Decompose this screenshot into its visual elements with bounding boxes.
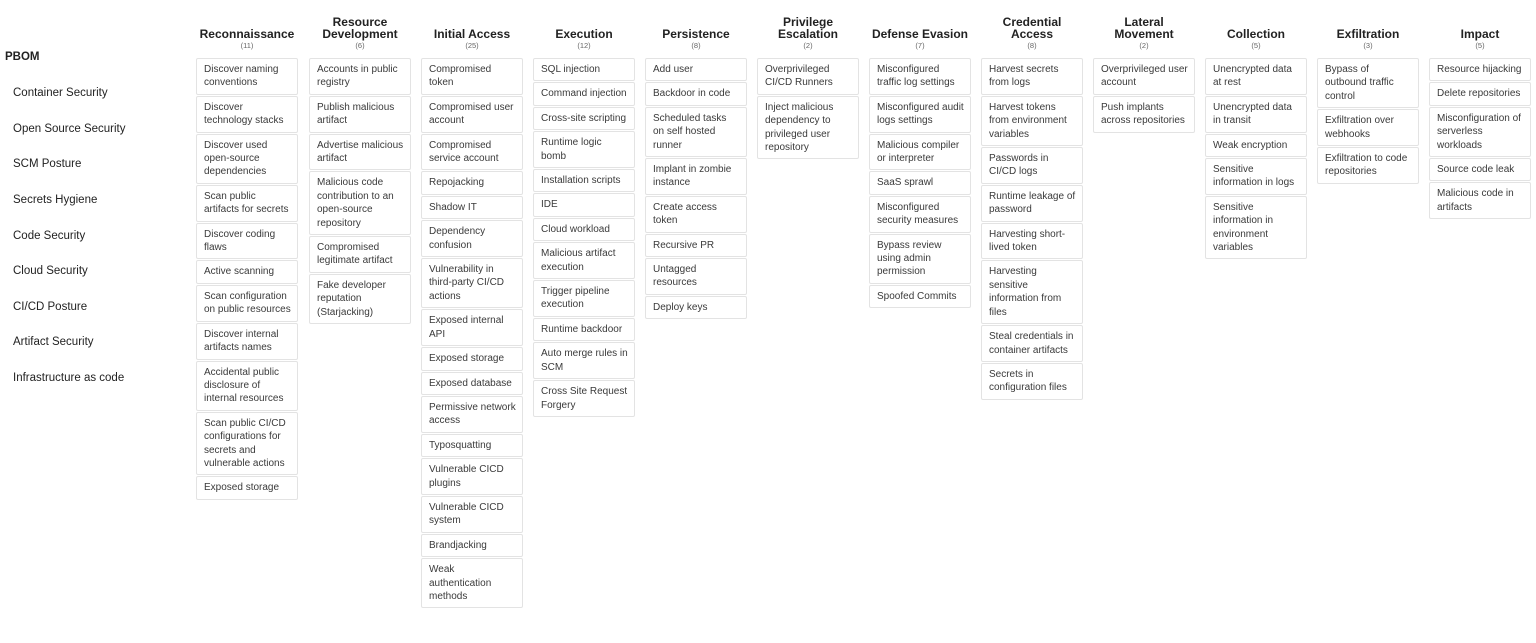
technique-cell[interactable]: Advertise malicious artifact: [309, 134, 411, 171]
tactic-count: (6): [355, 41, 365, 50]
technique-cell[interactable]: Overprivileged user account: [1093, 58, 1195, 95]
technique-cell[interactable]: Misconfiguration of serverless workloads: [1429, 107, 1531, 157]
technique-list: [869, 58, 971, 309]
technique-cell[interactable]: Installation scripts: [533, 169, 635, 192]
technique-cell[interactable]: Shadow IT: [421, 196, 523, 219]
technique-cell[interactable]: Weak authentication methods: [421, 558, 523, 608]
sidebar-item-infrastructure-as-code[interactable]: Infrastructure as code: [13, 372, 125, 384]
technique-cell[interactable]: Unencrypted data at rest: [1205, 58, 1307, 95]
tactic-title: Privilege Escalation: [777, 15, 839, 41]
technique-list: [1093, 58, 1195, 134]
sidebar-root-pbom[interactable]: PBOM: [5, 51, 40, 63]
technique-cell[interactable]: Runtime backdoor: [533, 318, 635, 341]
technique-cell[interactable]: Backdoor in code: [645, 82, 747, 105]
tactic-header[interactable]: [869, 14, 971, 40]
sidebar-item-code-security[interactable]: Code Security: [13, 230, 86, 242]
technique-cell[interactable]: Cloud workload: [533, 218, 635, 241]
technique-list: [421, 58, 523, 609]
technique-cell[interactable]: Runtime logic bomb: [533, 131, 635, 168]
technique-cell[interactable]: Scheduled tasks on self hosted runner: [645, 107, 747, 157]
technique-cell[interactable]: Repojacking: [421, 171, 523, 194]
tactic-count: (3): [1363, 41, 1373, 50]
tactic-count: (12): [577, 41, 591, 50]
technique-list: [1429, 58, 1531, 220]
technique-cell[interactable]: Add user: [645, 58, 747, 81]
technique-cell[interactable]: Exposed storage: [421, 347, 523, 370]
technique-cell[interactable]: Runtime leakage of password: [981, 185, 1083, 222]
technique-cell[interactable]: Recursive PR: [645, 234, 747, 257]
tactic-count: (25): [465, 41, 479, 50]
tactic-header[interactable]: [533, 14, 635, 40]
technique-cell[interactable]: Exposed database: [421, 372, 523, 395]
tactic-count: (8): [1027, 41, 1037, 50]
technique-cell[interactable]: Exposed storage: [196, 476, 298, 499]
technique-list: [309, 58, 411, 325]
technique-cell[interactable]: Resource hijacking: [1429, 58, 1531, 81]
tactic-title: Credential Access: [1002, 15, 1062, 41]
tactic-count: (8): [691, 41, 701, 50]
tactic-title: Defense Evasion: [871, 26, 969, 41]
technique-cell[interactable]: Compromised token: [421, 58, 523, 95]
tactic-title: Persistence: [662, 26, 730, 41]
technique-cell[interactable]: Misconfigured audit logs settings: [869, 96, 971, 133]
tactic-title: Reconnaissance: [199, 26, 295, 41]
technique-cell[interactable]: Vulnerability in third-party CI/CD actions: [421, 258, 523, 308]
technique-cell[interactable]: Bypass of outbound traffic control: [1317, 58, 1419, 108]
technique-cell[interactable]: Exposed internal API: [421, 309, 523, 346]
tactic-header[interactable]: [981, 14, 1083, 40]
technique-cell[interactable]: IDE: [533, 193, 635, 216]
technique-cell[interactable]: Discover internal artifacts names: [196, 323, 298, 360]
tactic-header[interactable]: [421, 14, 523, 40]
technique-cell[interactable]: Cross-site scripting: [533, 107, 635, 130]
technique-cell[interactable]: Secrets in configuration files: [981, 363, 1083, 400]
tactic-header[interactable]: [1205, 14, 1307, 40]
sidebar-item-cloud-security[interactable]: Cloud Security: [13, 265, 88, 277]
technique-cell[interactable]: Push implants across repositories: [1093, 96, 1195, 133]
sidebar-item-open-source-security[interactable]: Open Source Security: [13, 123, 126, 135]
technique-cell[interactable]: Steal credentials in container artifacts: [981, 325, 1083, 362]
technique-cell[interactable]: Untagged resources: [645, 258, 747, 295]
tactic-title: Lateral Movement: [1114, 15, 1174, 41]
technique-list: [1205, 58, 1307, 260]
technique-cell[interactable]: Inject malicious dependency to privileged user repository: [757, 96, 859, 160]
tactic-title: Impact: [1460, 26, 1500, 41]
technique-cell[interactable]: Exfiltration to code repositories: [1317, 147, 1419, 184]
sidebar-item-cicd-posture[interactable]: CI/CD Posture: [13, 301, 88, 313]
technique-cell[interactable]: Vulnerable CICD plugins: [421, 458, 523, 495]
technique-cell[interactable]: Dependency confusion: [421, 220, 523, 257]
technique-cell[interactable]: Scan configuration on public resources: [196, 285, 298, 322]
tactic-count: (5): [1251, 41, 1261, 50]
technique-cell[interactable]: Unencrypted data in transit: [1205, 96, 1307, 133]
tactic-count: (2): [1139, 41, 1149, 50]
technique-cell[interactable]: Overprivileged CI/CD Runners: [757, 58, 859, 95]
technique-cell[interactable]: Weak encryption: [1205, 134, 1307, 157]
technique-cell[interactable]: Passwords in CI/CD logs: [981, 147, 1083, 184]
tactic-header[interactable]: [309, 14, 411, 40]
technique-cell[interactable]: Misconfigured traffic log settings: [869, 58, 971, 95]
tactic-title: Initial Access: [433, 26, 511, 41]
technique-cell[interactable]: Harvesting short-lived token: [981, 223, 1083, 260]
sidebar-item-secrets-hygiene[interactable]: Secrets Hygiene: [13, 194, 98, 206]
technique-cell[interactable]: Publish malicious artifact: [309, 96, 411, 133]
sidebar-item-scm-posture[interactable]: SCM Posture: [13, 158, 82, 170]
technique-cell[interactable]: Auto merge rules in SCM: [533, 342, 635, 379]
tactic-header[interactable]: [1317, 14, 1419, 40]
tactic-header[interactable]: [1093, 14, 1195, 40]
technique-cell[interactable]: SQL injection: [533, 58, 635, 81]
technique-cell[interactable]: Scan public artifacts for secrets: [196, 185, 298, 222]
technique-cell[interactable]: Harvesting sensitive information from files: [981, 260, 1083, 324]
technique-cell[interactable]: Typosquatting: [421, 434, 523, 457]
tactic-count: (2): [803, 41, 813, 50]
technique-cell[interactable]: Harvest secrets from logs: [981, 58, 1083, 95]
technique-cell[interactable]: Harvest tokens from environment variables: [981, 96, 1083, 146]
technique-cell[interactable]: Compromised legitimate artifact: [309, 236, 411, 273]
technique-cell[interactable]: Malicious code in artifacts: [1429, 182, 1531, 219]
technique-cell[interactable]: Fake developer reputation (Starjacking): [309, 274, 411, 324]
technique-list: [981, 58, 1083, 401]
technique-cell[interactable]: Discover used open-source dependencies: [196, 134, 298, 184]
technique-cell[interactable]: Exfiltration over webhooks: [1317, 109, 1419, 146]
technique-cell[interactable]: Create access token: [645, 196, 747, 233]
technique-cell[interactable]: Discover naming conventions: [196, 58, 298, 95]
sidebar-item-container-security[interactable]: Container Security: [13, 87, 108, 99]
tactic-title: Collection: [1226, 26, 1285, 41]
tactic-header[interactable]: [757, 14, 859, 40]
sidebar-item-artifact-security[interactable]: Artifact Security: [13, 336, 94, 348]
technique-cell[interactable]: Malicious code contribution to an open-source repository: [309, 171, 411, 235]
technique-list: [757, 58, 859, 160]
technique-cell[interactable]: Source code leak: [1429, 158, 1531, 181]
technique-list: [1317, 58, 1419, 185]
technique-cell[interactable]: Scan public CI/CD configurations for secrets and vulnerable actions: [196, 412, 298, 476]
tactic-count: (5): [1475, 41, 1485, 50]
technique-cell[interactable]: Accounts in public registry: [309, 58, 411, 95]
technique-cell[interactable]: Active scanning: [196, 260, 298, 283]
technique-cell[interactable]: Delete repositories: [1429, 82, 1531, 105]
technique-cell[interactable]: Malicious artifact execution: [533, 242, 635, 279]
technique-cell[interactable]: Compromised service account: [421, 134, 523, 171]
technique-cell[interactable]: Malicious compiler or interpreter: [869, 134, 971, 171]
tactic-title: Resource Development: [322, 15, 398, 41]
technique-list: [196, 58, 298, 501]
technique-cell[interactable]: Sensitive information in environment variables: [1205, 196, 1307, 260]
technique-cell[interactable]: Command injection: [533, 82, 635, 105]
tactic-header[interactable]: [645, 14, 747, 40]
technique-cell[interactable]: Compromised user account: [421, 96, 523, 133]
technique-cell[interactable]: Vulnerable CICD system: [421, 496, 523, 533]
technique-cell[interactable]: Deploy keys: [645, 296, 747, 319]
technique-cell[interactable]: Spoofed Commits: [869, 285, 971, 308]
technique-cell[interactable]: Permissive network access: [421, 396, 523, 433]
technique-cell[interactable]: Discover coding flaws: [196, 223, 298, 260]
technique-cell[interactable]: Discover technology stacks: [196, 96, 298, 133]
technique-cell[interactable]: Cross Site Request Forgery: [533, 380, 635, 417]
tactic-header[interactable]: [196, 14, 298, 40]
technique-cell[interactable]: Bypass review using admin permission: [869, 234, 971, 284]
tactic-title: Exfiltration: [1336, 26, 1400, 41]
tactic-header[interactable]: [1429, 14, 1531, 40]
technique-list: [533, 58, 635, 418]
technique-cell[interactable]: Trigger pipeline execution: [533, 280, 635, 317]
technique-list: [645, 58, 747, 320]
technique-cell[interactable]: Implant in zombie instance: [645, 158, 747, 195]
technique-cell[interactable]: Sensitive information in logs: [1205, 158, 1307, 195]
technique-cell[interactable]: Accidental public disclosure of internal resources: [196, 361, 298, 411]
technique-cell[interactable]: Misconfigured security measures: [869, 196, 971, 233]
tactic-count: (11): [240, 41, 254, 50]
technique-cell[interactable]: SaaS sprawl: [869, 171, 971, 194]
tactic-title: Execution: [555, 26, 613, 41]
technique-cell[interactable]: Brandjacking: [421, 534, 523, 557]
tactic-count: (7): [915, 41, 925, 50]
